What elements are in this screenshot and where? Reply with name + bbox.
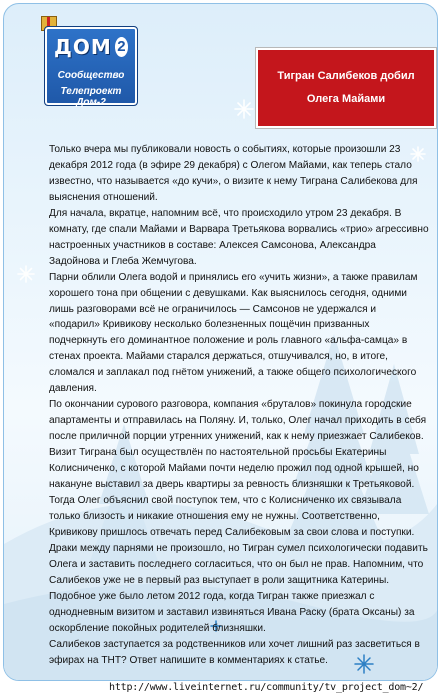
article-headline: Тигран Салибеков добил Олега Майами — [277, 70, 415, 105]
community-logo[interactable] — [44, 26, 138, 106]
logo-brand-number: 2 — [115, 37, 128, 57]
logo-brand-word: ДОМ — [54, 35, 112, 59]
article-paragraph: По окончании сурового разговора, компания «бруталов» покинула городские апартаменты и отправилась на Поляну. И, только, Олег начал приходить в себя после приличной порции утренних унижений, как к нему приезжает Салибеков. Визит Тиграна был осуществлён по настоятельной просьбы Екатерины Колисниченко, с которой Майами почти неделю прожил под одной крышей, но накануне выставил за дверь квартиры за ревность близняшки к Третьяковой. Тогда Олег объяснил свой поступок тем, что с Колисниченко их связывала только близость и никакие отношения ему не нужны. Соответственно, Кривикову пришлось отвечать перед Салибековым за свои слова и поступки. — [49, 399, 427, 538]
article-paragraph: Парни облили Олега водой и принялись его «учить жизни», а также правилам хорошего тона при общении с девушками. Как выяснилось сегодня, одними лишь разговорами всё не ограничилось — Самсонов не удержался и «подарил» Кривикову несколько болезненных пощёчин призванных подчеркнуть его доминантное положение и роль главного «альфа-самца» в стенах проекта. Майами старался держаться, отшучивался, но, в итоге, сломался и заплакал под гнётом унижений, а также общего психологического давления. — [49, 271, 418, 395]
source-url-link[interactable]: http://www.liveinternet.ru/community/tv_project_dom~2/ — [109, 682, 424, 693]
headline-banner — [256, 48, 436, 128]
article-paragraph: Для начала, вкратце, напомним всё, что происходило утром 23 декабря. В комнату, где спали Майами и Варвара Третьякова ворвались «трио» агрессивно настроенных участников в составе: Алексея Самсонова, Александра Задойнова и Глеба Жемчугова. — [49, 207, 429, 267]
article-paragraph: Только вчера мы публиковали новость о событиях, которые произошли 23 декабря 2012 года (в эфире 29 декабря) с Олегом Майами, как теперь стало известно, что называется «до кучи», о визите к нему Тиграна Салибекова для выяснения отношений. — [49, 144, 418, 203]
article-paragraph: Салибеков заступается за родственников или хочет лишний раз засветиться в эфирах на ТНТ? Ответ напишите в комментариях к статье. — [49, 638, 420, 666]
article-body — [49, 142, 429, 668]
logo-caption-community: Сообщество — [57, 70, 125, 81]
article-paragraph: Драки между парнями не произошло, но Тигран сумел психологически подавить Олега и заставить последнего согласиться, что он был не прав. Напомним, что Салибеков уже не в первый раз выступает в роли защитника Катерины. Подобное уже было летом 2012 года, когда Тигран также приезжал с однодневным визитом и заставил извиняться Ивана Раску (брата Оксаны) за оскорбление покойных родителей близняшки. — [49, 542, 428, 634]
logo-brand — [54, 34, 128, 60]
logo-caption-project: Телепроект Дом-2 — [60, 86, 122, 108]
news-card — [3, 3, 438, 681]
